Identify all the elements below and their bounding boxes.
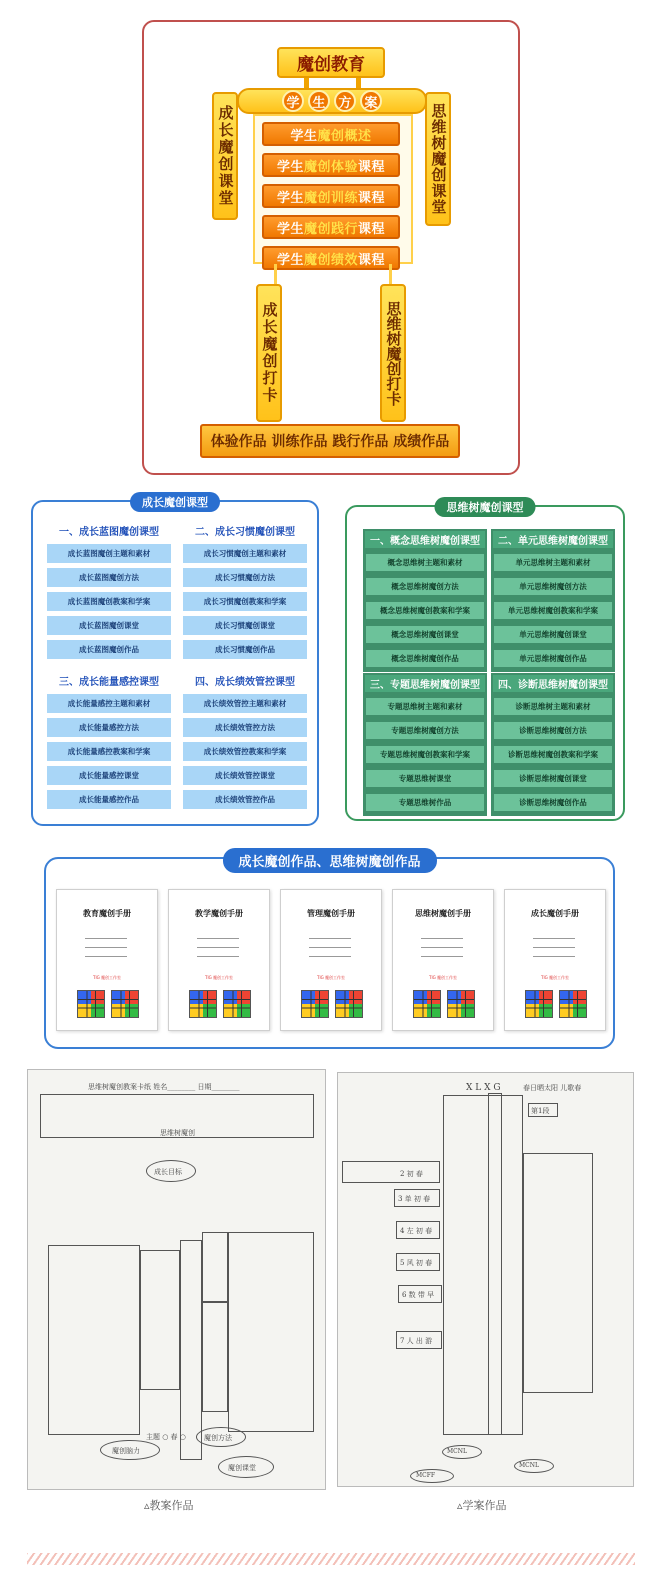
sheet-center: 思维树魔创	[160, 1129, 195, 1137]
group-item: 成长绩效管控主题和素材	[183, 694, 307, 713]
group-heading: 三、成长能量感控课型	[59, 677, 159, 688]
language-node	[202, 1232, 228, 1302]
manual-title: 思维树魔创手册	[415, 909, 471, 918]
paragraph-label: 第1段	[531, 1107, 550, 1115]
verse-text: 3 单 初 春	[398, 1195, 431, 1203]
tree-checkin-leg	[380, 284, 406, 422]
course-prefix: 学生	[276, 159, 304, 175]
manual-title: 管理魔创手册	[307, 909, 355, 918]
group-item: 成长习惯魔创教案和学案	[183, 592, 307, 611]
manual-fields	[421, 933, 493, 957]
verse-text: 7 人 出 游	[400, 1337, 433, 1345]
group-item: 成长习惯魔创主题和素材	[183, 544, 307, 563]
group-item: 成长能量感控教案和学案	[47, 742, 171, 761]
bottom-node-label: 魔创课堂	[228, 1464, 256, 1472]
manual-cover	[504, 889, 606, 1031]
manual-mark: TIG 魔创工作室	[541, 975, 569, 980]
sheet-top-note: 春日晒太阳 儿歌春	[523, 1084, 582, 1092]
course-group	[363, 673, 487, 816]
group-item: 成长绩效管控作品	[183, 790, 307, 809]
course-group	[491, 529, 615, 672]
content-node	[180, 1240, 202, 1460]
rubik-cube-icon	[301, 990, 363, 1018]
group-item: 成长能量感控主题和素材	[47, 694, 171, 713]
sheet-header: 思维树魔创教案卡纸 姓名________ 日期________	[88, 1083, 240, 1091]
diagram-neck-left	[304, 78, 309, 88]
group-heading: 二、单元思维树魔创课型	[493, 531, 613, 548]
group-item: 专题思维树课堂	[365, 769, 485, 788]
group-item: 成长蓝图魔创教案和学案	[47, 592, 171, 611]
course-suffix: 课程	[358, 190, 386, 206]
course-suffix: 课程	[358, 252, 386, 268]
diagram-title: 魔创教育	[277, 47, 385, 78]
student-plan-bar	[237, 88, 427, 114]
manual-title: 成长魔创手册	[531, 909, 579, 918]
course-highlight: 魔创践行	[303, 221, 358, 237]
course-group	[47, 522, 171, 659]
group-item: 概念思维树主题和素材	[365, 553, 485, 572]
course-group	[183, 672, 307, 809]
group-heading: 四、成长绩效管控课型	[195, 677, 295, 688]
plan-char: 生	[308, 90, 330, 112]
verse-text: 2 初 春	[400, 1170, 423, 1178]
right-branch-box	[228, 1232, 314, 1432]
tree-checkin-label: 思维树魔创打卡	[384, 300, 403, 406]
group-item: 单元思维树魔创教案和学案	[493, 601, 613, 620]
education-diagram	[142, 20, 520, 475]
sheet-top-label: X L X G	[466, 1083, 501, 1093]
manual-mark: TIG 魔创工作室	[429, 975, 457, 980]
manual-fields	[533, 933, 605, 957]
right-branch-box	[523, 1153, 593, 1393]
course-prefix: 学生	[276, 221, 304, 237]
group-item: 成长习惯魔创课堂	[183, 616, 307, 635]
group-item: 单元思维树魔创方法	[493, 577, 613, 596]
tree-classroom-label: 思维树魔创课堂	[429, 103, 448, 215]
plan-char: 学	[282, 90, 304, 112]
decorative-stripe	[27, 1553, 635, 1565]
center-trunk	[443, 1095, 523, 1435]
lesson-plan-caption: ▵教案作品	[144, 1499, 194, 1512]
group-item: 单元思维树主题和素材	[493, 553, 613, 572]
course-highlight: 魔创绩效	[303, 252, 358, 268]
manual-cover	[56, 889, 158, 1031]
tree-course-panel	[345, 501, 625, 821]
group-item: 成长能量感控作品	[47, 790, 171, 809]
course-item	[262, 184, 400, 208]
group-item: 诊断思维树魔创教案和学案	[493, 745, 613, 764]
growth-checkin-leg	[256, 284, 282, 422]
manual-fields	[309, 933, 381, 957]
spring-node	[140, 1250, 180, 1390]
tree-panel-title: 思维树魔创课型	[435, 497, 536, 517]
group-item: 概念思维树魔创作品	[365, 649, 485, 668]
course-group	[363, 529, 487, 672]
study-plan-caption: ▵学案作品	[457, 1499, 507, 1512]
group-heading: 二、成长习惯魔创课型	[195, 527, 295, 538]
manual-fields	[197, 933, 269, 957]
manual-mark: TIG 魔创工作室	[205, 975, 233, 980]
diagram-neck-right	[356, 78, 361, 88]
group-item: 成长习惯魔创方法	[183, 568, 307, 587]
verse-text: 5 风 初 春	[400, 1259, 433, 1267]
course-group	[47, 672, 171, 809]
rubik-cube-icon	[189, 990, 251, 1018]
course-item	[262, 122, 400, 146]
group-heading: 一、概念思维树魔创课型	[365, 531, 485, 548]
course-group	[491, 673, 615, 816]
group-item: 概念思维树魔创教案和学案	[365, 601, 485, 620]
group-item: 诊断思维树魔创方法	[493, 721, 613, 740]
group-item: 成长蓝图魔创方法	[47, 568, 171, 587]
tree-classroom-arm	[425, 92, 451, 226]
bottom-node-label: 魔创方法	[204, 1434, 232, 1442]
bottom-oval-label: MCNL	[447, 1448, 467, 1455]
group-item: 诊断思维树魔创作品	[493, 793, 613, 812]
group-item: 专题思维树魔创教案和学案	[365, 745, 485, 764]
study-plan-photo	[337, 1072, 634, 1487]
course-highlight: 魔创体验	[303, 159, 358, 175]
works-bar	[200, 424, 460, 458]
group-item: 专题思维树作品	[365, 793, 485, 812]
verse-text: 4 左 初 春	[400, 1227, 433, 1235]
basic-node	[202, 1302, 228, 1412]
manual-fields	[85, 933, 157, 957]
group-item: 单元思维树魔创课堂	[493, 625, 613, 644]
growth-course-panel	[31, 496, 319, 826]
manual-cover	[392, 889, 494, 1031]
root-label: 成长目标	[154, 1168, 182, 1176]
group-heading: 三、专题思维树魔创课型	[365, 675, 485, 692]
group-item: 成长能量感控课堂	[47, 766, 171, 785]
works-panel	[44, 857, 615, 1049]
manual-title: 教学魔创手册	[195, 909, 243, 918]
course-group	[183, 522, 307, 659]
group-item: 单元思维树魔创作品	[493, 649, 613, 668]
manual-cover	[280, 889, 382, 1031]
group-item: 成长蓝图魔创作品	[47, 640, 171, 659]
group-item: 成长绩效管控方法	[183, 718, 307, 737]
bottom-oval-label: MCNL	[519, 1462, 539, 1469]
trunk-line	[488, 1093, 502, 1435]
growth-classroom-arm	[212, 92, 238, 220]
rubik-cube-icon	[525, 990, 587, 1018]
course-prefix: 学生	[276, 252, 304, 268]
group-item: 成长蓝图魔创主题和素材	[47, 544, 171, 563]
manual-mark: TIG 魔创工作室	[317, 975, 345, 980]
group-item: 成长习惯魔创作品	[183, 640, 307, 659]
manual-cover	[168, 889, 270, 1031]
group-item: 概念思维树魔创课堂	[365, 625, 485, 644]
works-panel-title: 成长魔创作品、思维树魔创作品	[222, 848, 436, 873]
rubik-cube-icon	[77, 990, 139, 1018]
course-prefix: 学生	[276, 190, 304, 206]
course-suffix: 课程	[358, 221, 386, 237]
course-prefix: 学生	[290, 128, 318, 144]
group-item: 成长蓝图魔创课堂	[47, 616, 171, 635]
bottom-oval-label: MCFF	[416, 1472, 436, 1479]
rubik-cube-icon	[413, 990, 475, 1018]
course-item	[262, 215, 400, 239]
course-highlight: 魔创训练	[303, 190, 358, 206]
group-heading: 四、诊断思维树魔创课型	[493, 675, 613, 692]
group-heading: 一、成长蓝图魔创课型	[59, 527, 159, 538]
manual-mark: TIG 魔创工作室	[93, 975, 121, 980]
growth-panel-title: 成长魔创课型	[130, 492, 220, 512]
sheet-footer: 主题 ○ 春 ○	[146, 1433, 186, 1441]
growth-classroom-label: 成长魔创课堂	[216, 105, 235, 207]
group-item: 专题思维树魔创方法	[365, 721, 485, 740]
plan-char: 方	[334, 90, 356, 112]
bottom-node-label: 魔创脑力	[112, 1447, 140, 1455]
lesson-plan-photo	[27, 1069, 326, 1490]
group-item: 专题思维树主题和素材	[365, 697, 485, 716]
growth-checkin-label: 成长魔创打卡	[260, 302, 279, 404]
course-item	[262, 246, 400, 270]
group-item: 成长绩效管控教案和学案	[183, 742, 307, 761]
course-item	[262, 153, 400, 177]
manual-title: 教育魔创手册	[83, 909, 131, 918]
group-item: 概念思维树魔创方法	[365, 577, 485, 596]
works-label: 体验作品 训练作品 践行作品 成绩作品	[210, 434, 450, 450]
course-suffix: 课程	[358, 159, 386, 175]
group-item: 成长绩效管控课堂	[183, 766, 307, 785]
left-branch-box	[48, 1245, 140, 1435]
group-item: 诊断思维树主题和素材	[493, 697, 613, 716]
group-item: 诊断思维树魔创课堂	[493, 769, 613, 788]
verse-text: 6 数 带 早	[402, 1291, 435, 1299]
group-item: 成长能量感控方法	[47, 718, 171, 737]
plan-char: 案	[360, 90, 382, 112]
verse-box	[342, 1161, 440, 1183]
course-highlight: 魔创概述	[317, 128, 372, 144]
